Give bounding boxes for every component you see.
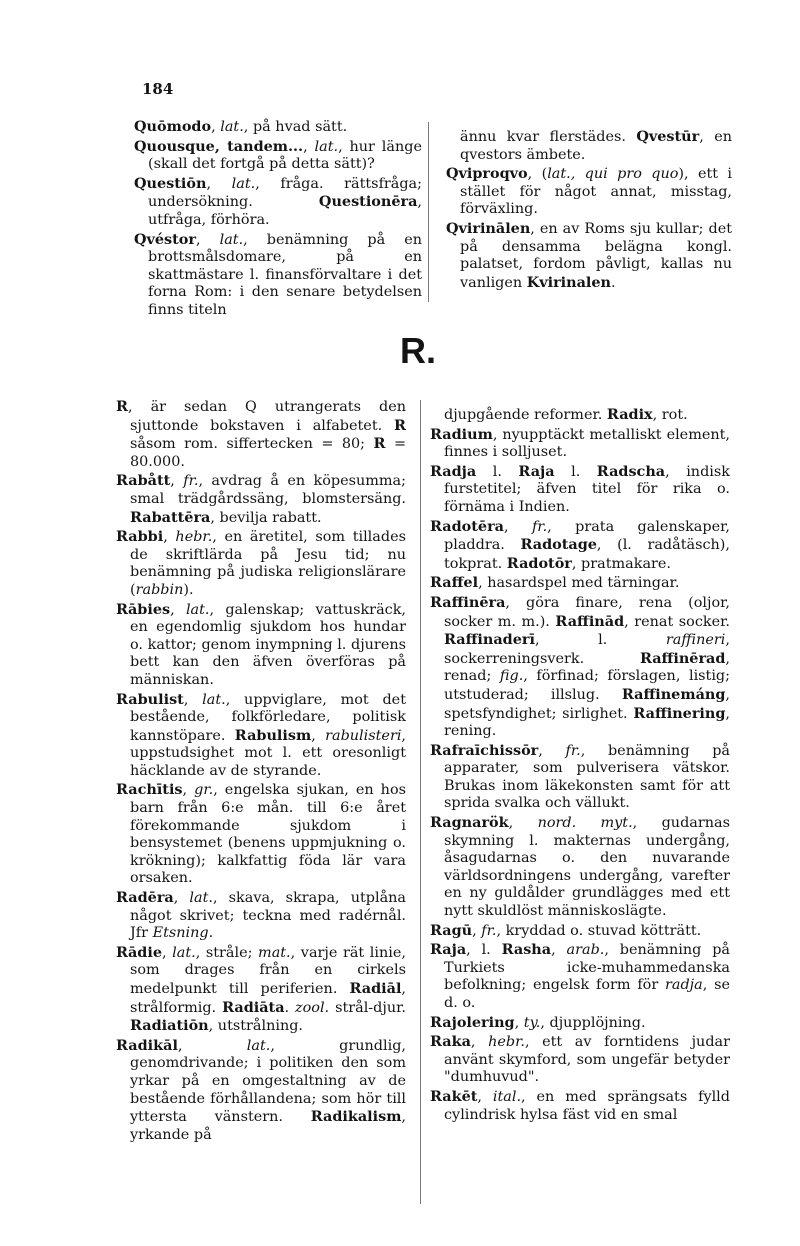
dictionary-entry [116, 889, 406, 943]
entry-text: , bevilja rabatt. [210, 509, 322, 526]
entry-text: strål-djur. [329, 999, 406, 1016]
headword: Radix [606, 406, 653, 423]
headword: Kvirinalen [526, 273, 612, 291]
column-divider-main [420, 400, 421, 1204]
headword: Qvestūr [636, 128, 700, 145]
headword: Radotage [520, 536, 597, 554]
section-letter: R. [400, 330, 436, 371]
headword: Rabbi [116, 528, 164, 546]
italic-label: lat. [220, 119, 244, 135]
headword: Radiāta [222, 998, 285, 1016]
dictionary-entry [430, 463, 730, 517]
italic-label: rabulisteri [325, 727, 402, 744]
entry-text: = 80.000. [130, 436, 407, 470]
italic-label: lat. [185, 601, 210, 618]
entry-text: , indisk furstetitel; äfven titel för rika o. förnäma i Indien. [444, 463, 730, 515]
entry-text: , [195, 231, 220, 248]
italic-label: fr. [183, 473, 199, 490]
entry-text: , djupplöjning. [540, 1014, 646, 1031]
entry-text: , varje rät linie, som drages från en cirkels medelpunkt till periferien. [130, 944, 406, 997]
dictionary-entry [430, 1033, 730, 1087]
entry-text: , en qvestors ämbete. [460, 129, 732, 163]
dictionary-entry [446, 128, 732, 164]
italic-label: Etsning [152, 925, 209, 942]
left-column [116, 398, 406, 1145]
headword: Rakēt [430, 1087, 478, 1105]
entry-text: , en av Roms sju kullar; det på densamma belägna kongl. palatset, fordom påvligt, kallas nu vanligen [460, 220, 732, 291]
entry-text: , förfinad; förslagen, listig; utstuderad; illslug. [444, 668, 730, 703]
headword: Raffinēra [430, 593, 506, 611]
right-column [430, 406, 730, 1125]
dictionary-entry [430, 426, 730, 462]
entry-text: , engelska sjukan, en hos barn från 6:e mån. till 6:e året förekommande sjukdom i bensystemet (benens uppmjukning o. krökning); kalkfattig föda lär vara orsaken. [130, 782, 406, 887]
headword: Qviproqvo [446, 165, 528, 183]
italic-label: lat. [314, 138, 339, 155]
entry-text: , [470, 1034, 489, 1051]
dictionary-entry [116, 691, 406, 781]
entry-text: , nyupptäckt metalliskt element, finnes i solljuset. [444, 426, 730, 461]
dictionary-entry [430, 814, 730, 921]
headword: Qvéstor [134, 230, 196, 248]
italic-label: lat. [189, 890, 213, 907]
entry-text: , l. [466, 942, 502, 959]
headword: Radja [430, 462, 477, 480]
entry-text: , sockerreningsverk. [444, 632, 730, 667]
italic-label: lat. [172, 944, 196, 961]
headword: Raffinād [555, 612, 625, 630]
headword: Rabulist [116, 690, 184, 708]
entry-text: , [477, 1088, 493, 1105]
dictionary-entry [134, 138, 422, 174]
entry-text: , [503, 518, 532, 535]
entry-text: , yrkande på [130, 1109, 406, 1143]
headword: Rajolering [430, 1013, 515, 1031]
italic-label: hebr. [175, 529, 213, 546]
entry-text: , [170, 473, 184, 490]
italic-label: rabbin [135, 581, 184, 598]
headword: Quousque, tandem... [134, 137, 304, 155]
entry-text: , skava, skrapa, utplåna något skrivet; teckna med radérnål. Jfr [130, 890, 406, 942]
dictionary-entry [134, 231, 422, 320]
headword: Rafraīchissōr [430, 741, 539, 759]
headword: Radikāl [116, 1036, 178, 1054]
headword: Rābies [116, 600, 171, 618]
dictionary-entry [134, 118, 422, 137]
headword: R [394, 416, 406, 434]
entry-text: , renat socker. [624, 613, 731, 630]
entry-text: , fråga. rättsfråga; undersökning. [148, 175, 422, 211]
entry-text: l. [476, 463, 519, 480]
italic-label: nord. myt. [537, 815, 633, 832]
entry-text: , pratmakare. [571, 555, 671, 572]
entry-text: , [311, 727, 326, 744]
entry-text: , [472, 922, 482, 939]
entry-text: , galenskap; vattuskräck, en egendomlig sjukdom hos hundar o. kattor; genom inympning l. djurens bett kan den äfven överföras på människan. [130, 601, 406, 688]
headword: Raka [430, 1033, 471, 1051]
entry-text: , benämning på apparater, som pulverisera vätskor. Brukas inom läkekonsten samt för att sprida svalka och vällukt. [444, 742, 730, 812]
dictionary-entry [116, 601, 406, 690]
headword: Rabått [116, 472, 171, 490]
entry-text: , på hvad sätt. [243, 119, 348, 135]
entry-text: , rot. [652, 407, 688, 423]
headword: R [116, 398, 128, 415]
dictionary-entry [116, 944, 406, 1036]
entry-text: , uppviglare, mot det bestående, folkförledare, politisk kannstöpare. [130, 691, 406, 744]
headword: Raffinemáng [621, 685, 726, 703]
entry-text: , spetsfyndighet; sirlighet. [444, 686, 730, 722]
italic-label: gr. [194, 782, 214, 799]
dictionary-entry [116, 398, 406, 471]
headword: Raja [430, 941, 467, 959]
entry-text: , [183, 691, 203, 708]
dictionary-entry [430, 406, 730, 425]
headword: Questionēra [318, 193, 418, 211]
entry-text: , [508, 815, 538, 832]
headword: Rasha [501, 941, 552, 959]
headword: Rādie [116, 943, 162, 961]
entry-text: , se d. o. [444, 977, 730, 1011]
entry-text: ännu kvar flerstädes. [460, 129, 637, 145]
entry-text: såsom rom. siffertecken = 80; [130, 436, 374, 453]
dictionary-entry [430, 1014, 730, 1033]
italic-label: ty. [523, 1014, 541, 1031]
entry-text: , [303, 138, 315, 155]
entry-text: , strålformig. [130, 981, 406, 1016]
headword: Radiāl [349, 980, 402, 997]
entry-text: , ( [527, 166, 548, 183]
italic-label: lat. [202, 691, 226, 708]
italic-label: ital. [492, 1088, 522, 1105]
dictionary-entry [116, 528, 406, 599]
italic-label: fr. [481, 922, 497, 939]
italic-label: raffineri [665, 632, 726, 649]
headword: Radscha [596, 462, 666, 480]
entry-text: . [208, 925, 214, 942]
entry-text: djupgående reformer. [444, 407, 607, 423]
italic-label: hebr. [488, 1034, 525, 1051]
dictionary-entry [430, 518, 730, 574]
italic-label: arab. [566, 942, 605, 959]
italic-label: fr. [531, 518, 548, 535]
entry-text: , utstrålning. [208, 1018, 304, 1035]
entry-text: , en äretitel, som tillades de skriftlärda på Jesu tid; nu benämning på judiska religionslärare ( [130, 529, 406, 598]
dictionary-entry [430, 922, 730, 941]
italic-label: lat., qui pro quo [547, 166, 679, 183]
entry-text: , ett av forntidens judar använt skymford, som ungefär betyder "dumhuvud". [444, 1034, 730, 1086]
headword: Radium [430, 425, 493, 443]
entry-text: , [182, 782, 195, 799]
entry-text: , renad; [444, 650, 730, 685]
entry-text: , rening. [444, 705, 730, 740]
top-left-column [134, 118, 422, 321]
entry-text: ). [183, 581, 194, 598]
entry-text: . [611, 274, 616, 291]
entry-text: , [177, 1037, 247, 1054]
entry-text: , stråle; [195, 944, 259, 961]
entry-text: , utfråga, förhöra. [148, 194, 422, 228]
entry-text: , [551, 942, 567, 959]
headword: Ragū [430, 921, 473, 939]
entry-text: , hur länge (skall det fortgå på detta sätt)? [148, 138, 422, 173]
dictionary-entry [430, 1088, 730, 1124]
headword: Quōmodo [134, 118, 212, 135]
dictionary-entry [446, 165, 732, 219]
entry-text: , uppstudsighet mot l. ett oresonligt häcklande av de styrande. [130, 727, 406, 779]
entry-text: , hasardspel med tärningar. [478, 575, 680, 592]
entry-text: , en med sprängsats fylld cylindrisk hylsa fäst vid en smal [444, 1088, 730, 1123]
dictionary-entry [116, 472, 406, 527]
dictionary-entry [446, 220, 732, 292]
headword: Raffinaderī [444, 631, 535, 649]
headword: Radikalism [310, 1108, 402, 1126]
entry-text: , kryddad o. stuvad kötträtt. [496, 922, 702, 939]
headword: Raffel [430, 574, 479, 592]
entry-text: , [173, 890, 190, 907]
entry-text: , [170, 601, 186, 618]
headword: Questiōn [134, 174, 207, 192]
top-right-column [446, 128, 732, 293]
headword: R [373, 435, 386, 453]
entry-text: , [211, 119, 221, 135]
page-number: 184 [142, 80, 174, 98]
entry-text: , l. [534, 632, 666, 649]
entry-text: , [161, 944, 173, 961]
italic-label: lat. [231, 175, 256, 192]
italic-label: radja [665, 977, 703, 994]
entry-text: , [206, 175, 232, 192]
entry-text: , benämning på en brottsmålsdomare, på en skattmästare l. finansförvaltare i det forna Rom: i den senare betydelsen finns titeln [148, 231, 422, 318]
headword: Rabattēra [130, 508, 211, 526]
headword: Radotēra [430, 517, 504, 535]
headword: Rachītis [116, 781, 183, 799]
headword: Raffinērad [639, 649, 726, 667]
entry-text: , [514, 1014, 524, 1031]
dictionary-entry [430, 594, 730, 741]
dictionary-entry [116, 781, 406, 888]
headword: Raja [518, 462, 555, 480]
entry-text: , avdrag å en köpesumma; smal trädgårdssäng, blomstersäng. [130, 473, 406, 507]
dictionary-entry [430, 742, 730, 813]
dictionary-entry [430, 941, 730, 1012]
column-divider-top [428, 122, 429, 302]
dictionary-entry [116, 1037, 406, 1145]
dictionary-entry [430, 574, 730, 593]
entry-text: ), ett i stället för något annat, misstag, förväxling. [460, 166, 732, 218]
italic-label: lat. [219, 231, 244, 248]
entry-text: , (l. radåtäsch), tokprat. [444, 537, 730, 572]
dictionary-entry [134, 175, 422, 230]
italic-label: fr. [565, 742, 581, 759]
entry-text: , göra finare, rena (oljor, socker m. m.). [444, 594, 730, 630]
headword: Qvirinālen [446, 219, 531, 237]
entry-text: , gudarnas skymning l. makternas undergång, åsagudarnas o. den nuvarande världsordningens undergång, varefter en ny guldålder grundlägges med ett nytt skuldlöst människoslägte. [444, 815, 730, 920]
headword: Rabulism [234, 726, 312, 744]
italic-label: fig. [499, 668, 524, 685]
italic-label: lat. [246, 1037, 271, 1054]
italic-label: mat. [258, 944, 291, 961]
headword: Ragnarök [430, 814, 509, 832]
entry-text: , [538, 742, 566, 759]
entry-text: , prata galenskaper, pladdra. [444, 518, 730, 554]
entry-text: , [163, 529, 176, 546]
headword: Radotōr [506, 554, 572, 572]
entry-text: l. [554, 463, 597, 480]
entry-text: , grundlig, genomdrivande; i politiken den som yrkar på en omgestaltning av de bestående förhållandena; som hör till yttersta vänstern. [130, 1037, 406, 1126]
entry-text: , är sedan Q utrangerats den sjuttonde bokstaven i alfabetet. [127, 399, 406, 434]
italic-label: zool. [295, 999, 330, 1016]
entry-text: . [284, 999, 296, 1016]
headword: Radiatiōn [130, 1017, 209, 1035]
headword: Radēra [116, 889, 174, 907]
headword: Raffinering [633, 704, 726, 722]
entry-text: , benämning på Turkiets icke-muhammedanska befolkning; engelsk form för [444, 942, 730, 994]
